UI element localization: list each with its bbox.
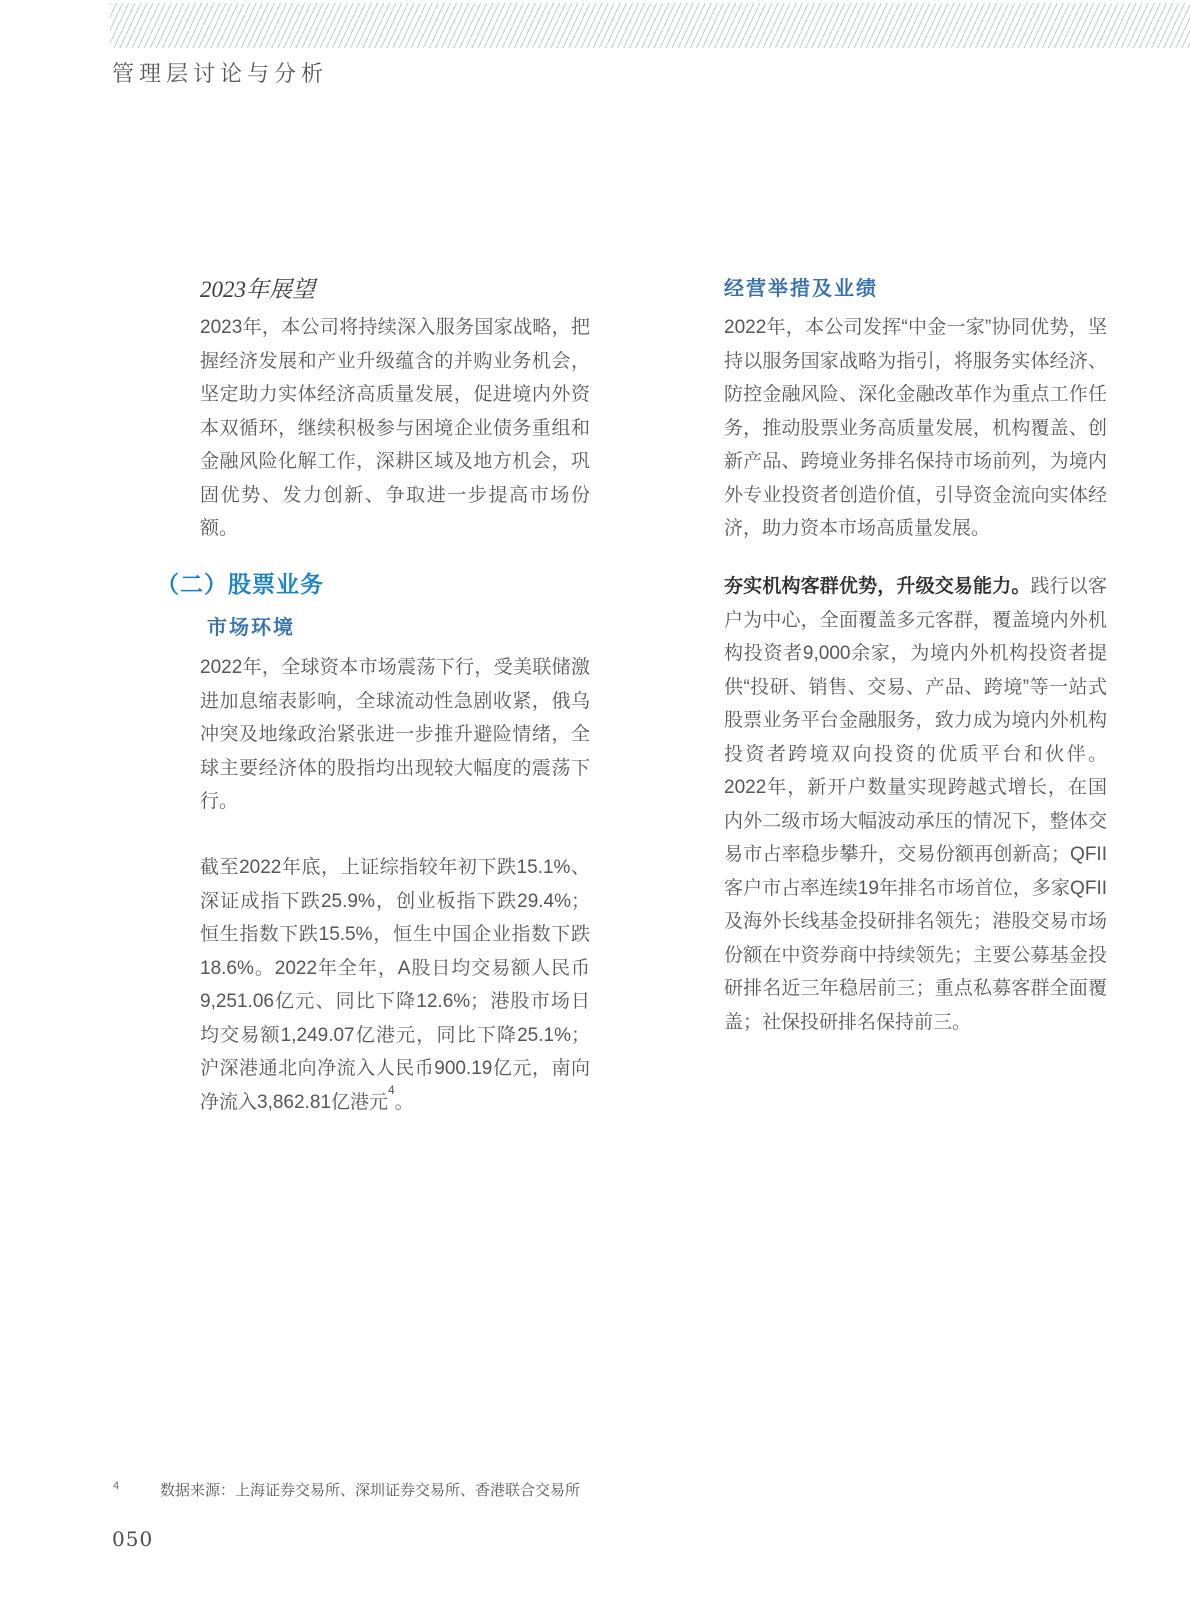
subsection-heading-operations-results: 经营举措及业绩	[724, 278, 878, 300]
market-paragraph-2-tail: 。	[394, 1091, 414, 1113]
footnote-reference-4: 4	[387, 1083, 395, 1098]
outlook-2023-heading: 2023年展望	[200, 277, 315, 302]
market-environment-paragraph-2	[200, 851, 590, 1119]
subsection-heading-market-environment: 市场环境	[207, 617, 295, 639]
footnote-marker: 4	[113, 1480, 120, 1492]
outlook-paragraph: 2023年，本公司将持续深入服务国家战略，把握经济发展和产业升级蕴含的并购业务机会，坚定助力实体经济高质量发展，促进境内外资本双循环，继续积极参与困境企业债务重组和金融风险化解工作，深耕区域及地方机会，巩固优势、发力创新、争取进一步提高市场份额。	[200, 317, 590, 539]
operations-paragraph-2	[724, 570, 1107, 1039]
page-header-title: 管理层讨论与分析	[112, 61, 329, 86]
footnote	[113, 1479, 580, 1500]
market-environment-paragraph-1: 2022年，全球资本市场震荡下行，受美联储激进加息缩表影响，全球流动性急剧收紧，俄乌冲突及地缘政治紧张进一步推升避险情绪，全球主要经济体的股指均出现较大幅度的震荡下行。	[200, 657, 590, 812]
operations-paragraph-1: 2022年，本公司发挥“中金一家”协同优势，坚持以服务国家战略为指引，将服务实体经济、防控金融风险、深化金融改革作为重点工作任务，推动股票业务高质量发展，机构覆盖、创新产品、跨境业务排名保持市场前列，为境内外专业投资者创造价值，引导资金流向实体经济，助力资本市场高质量发展。	[724, 317, 1107, 539]
footnote-text: 数据来源：上海证券交易所、深圳证券交易所、香港联合交易所	[160, 1482, 581, 1499]
diagonal-hatch-band	[110, 3, 1190, 48]
page-number: 050	[112, 1527, 154, 1551]
section-heading-equities-business: （二）股票业务	[156, 571, 324, 597]
market-paragraph-2-text: 截至2022年底，上证综指较年初下跌15.1%、深证成指下跌25.9%，创业板指下跌29.4%；恒生指数下跌15.5%，恒生中国企业指数下跌18.6%。2022年全年，A股日均交易额人民币9,251.06亿元、同比下降12.6%；港股市场日均交易额1,249.07亿港元，同比下降25.1%；沪深港通北向净流入人民币900.19亿元，南向净流入3,862.81亿港元	[200, 857, 590, 1113]
operations-paragraph-2-text: 践行以客户为中心，全面覆盖多元客群，覆盖境内外机构投资者9,000余家，为境内外机构投资者提供“投研、销售、交易、产品、跨境”等一站式股票业务平台金融服务，致力成为境内外机构投资者跨境双向投资的优质平台和伙伴。2022年，新开户数量实现跨越式增长，在国内外二级市场大幅波动承压的情况下，整体交易市占率稳步攀升，交易份额再创新高；QFII客户市占率连续19年排名市场首位，多家QFII及海外长线基金投研排名领先；港股交易市场份额在中资券商中持续领先；主要公募基金投研排名近三年稳居前三；重点私募客群全面覆盖；社保投研排名保持前三。	[724, 576, 1107, 1033]
operations-paragraph-2-bold-lead: 夯实机构客群优势，升级交易能力。	[724, 576, 1031, 597]
